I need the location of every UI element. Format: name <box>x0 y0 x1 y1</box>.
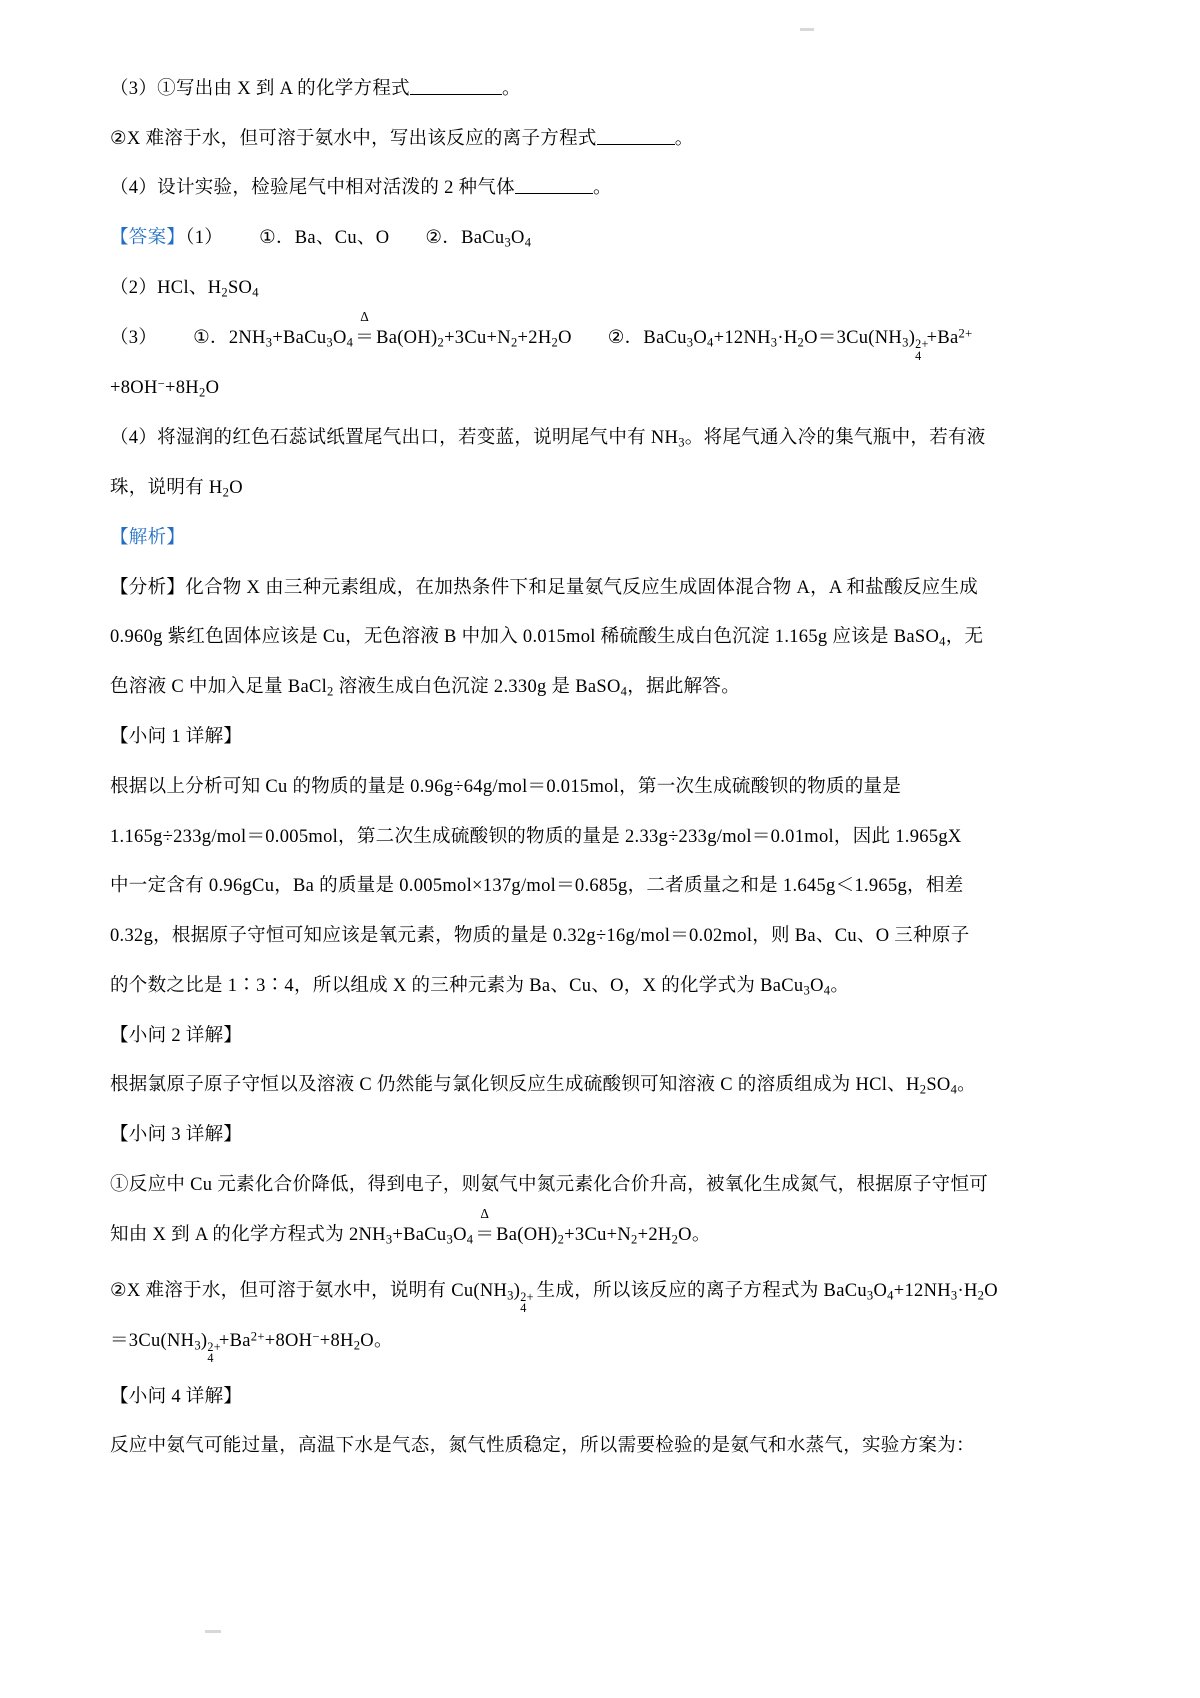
sub2-line-1a: 根据氯原子原子守恒以及溶液 C 仍然能与氯化钡反应生成硫酸钡可知溶液 C 的溶质组成为 HCl、H <box>110 1075 920 1096</box>
sub1-line-4: 0.32g，根据原子守恒可知应该是氧元素，物质的量是 0.32g÷16g/mol＝0.02mol，则 Ba、Cu、O 三种原子 <box>110 926 970 947</box>
fenxi-line-3 <box>110 673 1095 702</box>
answer-4-line-1: （4）将湿润的红色石蕊试纸置尾气出口，若变蓝，说明尾气中有 $NH_3$。将尾气通入冷的集气瓶中，若有液 <box>110 428 986 450</box>
answer-1-prefix: （1） <box>185 228 224 249</box>
sub: 2 <box>327 684 334 699</box>
analysis-tag: 【解析】 <box>110 528 186 549</box>
sub1-line-3: 中一定含有 0.96gCu，Ba 的质量是 0.005mol×137g/mol＝0.685g，二者质量之和是 1.645g＜1.965g，相差 <box>110 876 964 897</box>
sub2-line-1b: SO <box>926 1075 951 1096</box>
sub3-tag: 【小问 3 详解】 <box>110 1125 243 1146</box>
question-3b-end: 。 <box>674 128 694 149</box>
fenxi-line-1 <box>110 574 1095 603</box>
page-top-mark <box>800 28 814 31</box>
answer-4-post: O <box>229 478 243 499</box>
sub: 4 <box>620 684 628 699</box>
answer-tag: 【答案】 <box>110 228 186 249</box>
question-3-end: 。 <box>501 79 521 99</box>
question-4-line <box>110 174 1095 203</box>
sub: 3 <box>678 435 685 450</box>
sub3-line-2-pre: 知由 X 到 A 的化学方程式为 <box>110 1224 349 1245</box>
analysis-tag-line <box>110 524 1095 553</box>
fenxi-line-2 <box>110 623 1095 652</box>
fenxi-tag: 【分析】 <box>110 577 186 598</box>
question-3-text: （3）①写出由 X 到 A 的化学方程式 <box>110 79 410 99</box>
sub: 2 <box>198 385 206 400</box>
page-bottom-mark <box>205 1630 221 1633</box>
answer-2-line: （2）HCl、$H_2SO_4$ <box>110 278 259 300</box>
question-3b-line <box>110 125 1095 154</box>
sub: 2 <box>221 285 228 300</box>
sub: 4 <box>823 983 831 998</box>
sub3-line-3: ②X 难溶于水，但可溶于氨水中，说明有 $Cu(NH_3)$ 2+ 4 生成，所以该反应的离子方程式为 $BaCu_3O_4+12NH_3\cdot H_2O$ <box>110 1280 998 1316</box>
answer-blank <box>597 126 675 145</box>
heating-arrow-icon: Δ ＝ <box>355 309 375 349</box>
answer-blank <box>410 76 502 95</box>
answer-1-item-2-text: ②．BaCu <box>425 228 505 249</box>
sub: 4 <box>939 634 946 649</box>
sub: 2 <box>222 485 230 500</box>
fenxi-text-2b: ，无 <box>945 627 984 648</box>
answer-1-item-2-sub: 3 <box>504 235 512 250</box>
sub1-line-1: 根据以上分析可知 Cu 的物质的量是 0.96g÷64g/mol＝0.015mol，第一次生成硫酸钡的物质的量是 <box>110 777 902 798</box>
sub1-line-5a: 的个数之比是 1∶3∶4，所以组成 X 的三种元素为 Ba、Cu、O，X 的化学式为 BaCu <box>110 975 804 996</box>
sub2-line-1c: 。 <box>957 1075 976 1096</box>
fenxi-text-1: 化合物 X 由三种元素组成，在加热条件下和足量氨气反应生成固体混合物 A，A 和盐酸反应生成 <box>185 577 979 598</box>
answer-4-pre: 珠，说明有 H <box>110 478 223 499</box>
answer-3-line-cont: $+8OH^-+8H_2O$ <box>110 376 220 400</box>
sub1-tag: 【小问 1 详解】 <box>110 727 243 748</box>
question-3b-text: ②X 难溶于水，但可溶于氨水中，写出该反应的离子方程式 <box>110 128 597 149</box>
sub3-line-1: ①反应中 Cu 元素化合价降低，得到电子，则氨气中氮元素化合价升高，被氧化生成氮气，根据原子守恒可 <box>110 1175 989 1196</box>
question-4-end: 。 <box>592 178 612 199</box>
sub1-line-5c: 。 <box>830 975 850 996</box>
sub1-line-2: 1.165g÷233g/mol＝0.005mol，第二次生成硫酸钡的物质的量是 2.33g÷233g/mol＝0.01mol，因此 1.965gX <box>110 826 962 847</box>
fenxi-text-3c: ，据此解答。 <box>627 677 741 698</box>
sub3-equation: $2NH_3+BaCu_3O_4$ Δ ＝ $Ba(OH)_2+3Cu+N_2+2H_2O$。 <box>349 1225 711 1245</box>
sub2-line-1 <box>110 1071 1095 1100</box>
sub: 2 <box>919 1082 927 1097</box>
fenxi-text-3b: 溶液生成白色沉淀 2.330g 是 BaSO <box>333 677 621 698</box>
question-4-text: （4）设计实验，检验尾气中相对活泼的 2 种气体 <box>110 178 515 199</box>
answer-blank <box>515 176 593 195</box>
sub3-line-4: $=3Cu(NH_3)$ 2+ 4 $+Ba^{2+}+8OH^-+8H_2O$。 <box>110 1329 393 1366</box>
answer-3-equation-2: ②．$BaCu_3O_4+12NH_3\cdot H_2O=3Cu(NH_3)$ 2+ 4 $+Ba^{2+}$ <box>607 326 973 363</box>
sub: 4 <box>252 285 259 300</box>
fenxi-text-3a: 色溶液 C 中加入足量 BaCl <box>110 677 328 698</box>
answer-3-prefix: （3） <box>110 328 158 349</box>
sub3-line-2 <box>110 1205 1095 1250</box>
sub: 4 <box>950 1082 958 1097</box>
sub1-line-5b: O <box>810 975 824 996</box>
sub4-tag: 【小问 4 详解】 <box>110 1386 243 1407</box>
answer-1-item-2 <box>425 228 531 248</box>
document-content <box>110 75 1095 1461</box>
answer-1-line <box>110 224 1095 253</box>
sub4-line-1: 反应中氨气可能过量，高温下水是气态，氮气性质稳定，所以需要检验的是氨气和水蒸气，实验方案为： <box>110 1436 975 1457</box>
answer-1-item-2-tail: O <box>511 228 525 249</box>
fenxi-text-2a: 0.960g 紫红色固体应该是 Cu，无色溶液 B 中加入 0.015mol 稀硫酸生成白色沉淀 1.165g 应该是 BaSO <box>110 627 940 648</box>
answer-3-equation-1: ①．$2NH_3+BaCu_3O_4$ Δ ＝ $Ba(OH)_2+3Cu+N_2+2H_2O$ <box>193 328 572 348</box>
answer-3-line <box>110 309 1095 363</box>
sub2-tag: 【小问 2 详解】 <box>110 1025 243 1046</box>
sub: 3 <box>803 983 811 998</box>
answer-4-line-2 <box>110 474 1095 503</box>
answer-1-item-2-sub2: 4 <box>524 235 532 250</box>
sub1-line-5 <box>110 972 1095 1001</box>
heating-arrow-icon: Δ ＝ <box>475 1205 495 1245</box>
question-3-line <box>110 75 1095 104</box>
sup: − <box>157 376 166 391</box>
answer-1-item-1: ①．Ba、Cu、O <box>259 228 390 249</box>
